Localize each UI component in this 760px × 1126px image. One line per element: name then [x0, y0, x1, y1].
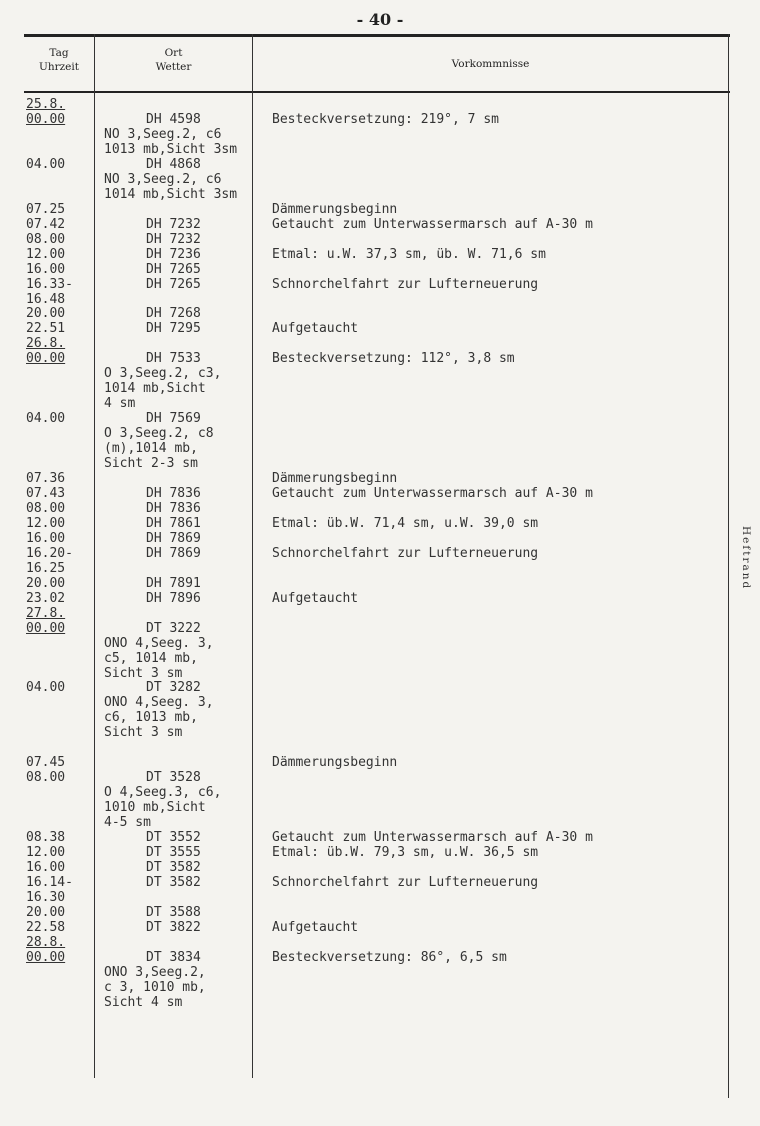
entry-pos: DH 4868 — [146, 156, 201, 172]
entry-pos: DT 3834 — [146, 949, 201, 965]
entry-time: 00.00 — [26, 351, 66, 367]
entry-ev: Schnorchelfahrt zur Lufterneuerung — [272, 874, 539, 890]
entry-pos: 1013 mb,Sicht 3sm — [104, 141, 238, 157]
entry-time: 08.38 — [26, 830, 66, 845]
entry-pos: O 4,Seeg.3, c6, — [104, 785, 222, 801]
entry-time: 16.48 — [26, 291, 66, 307]
entry-pos: DH 4598 — [146, 112, 201, 127]
entry-ev: Dämmerungsbeginn — [272, 755, 398, 771]
entry-pos: 1010 mb,Sicht — [104, 800, 206, 816]
entry-time: 16.00 — [26, 261, 66, 277]
entry-pos: 4-5 sm — [104, 815, 151, 831]
entry-pos: NO 3,Seeg.2, c6 — [104, 171, 222, 187]
entry-pos: Sicht 2-3 sm — [104, 456, 198, 471]
entry-time: 22.58 — [26, 919, 66, 935]
entry-time: 00.00 — [26, 112, 66, 127]
entry-pos: DH 7236 — [146, 246, 201, 262]
entry-time: 16.33- — [26, 276, 73, 292]
entry-ev: Getaucht zum Unterwassermarsch auf A-30 m — [272, 486, 593, 501]
top-rule — [24, 34, 730, 37]
entry-time: 04.00 — [26, 680, 66, 696]
entry-pos: DH 7869 — [146, 530, 201, 546]
entry-pos: Sicht 4 sm — [104, 994, 183, 1010]
entry-time: 12.00 — [26, 845, 66, 860]
entry-pos: c5, 1014 mb, — [104, 650, 198, 666]
entry-ev: Besteckversetzung: 86°, 6,5 sm — [272, 949, 507, 965]
entry-pos: O 3,Seeg.2, c3, — [104, 366, 222, 382]
entry-pos: DT 3222 — [146, 620, 201, 636]
entry-pos: DH 7861 — [146, 515, 201, 531]
entry-ev: Aufgetaucht — [272, 321, 359, 337]
entry-time: 16.00 — [26, 860, 66, 875]
entry-pos: 1014 mb,Sicht 3sm — [104, 186, 238, 202]
entry-time: 08.00 — [26, 231, 66, 247]
entry-ev: Schnorchelfahrt zur Lufterneuerung — [272, 276, 539, 292]
entry-pos: DT 3822 — [146, 919, 201, 935]
entry-pos: DH 7891 — [146, 575, 201, 591]
entry-ev: Etmal: üb.W. 71,4 sm, u.W. 39,0 sm — [272, 515, 539, 531]
entry-pos: DH 7836 — [146, 486, 201, 501]
entry-pos: ONO 4,Seeg. 3, — [104, 695, 214, 711]
entry-pos: DH 7836 — [146, 500, 201, 516]
entry-time: 16.20- — [26, 545, 73, 561]
entry-time: 07.42 — [26, 216, 66, 232]
entry-pos: DH 7232 — [146, 231, 201, 247]
entry-ev: Aufgetaucht — [272, 919, 359, 935]
entry-time: 27.8. — [26, 605, 66, 621]
entry-time: 07.43 — [26, 486, 66, 501]
column-divider-2 — [252, 34, 253, 1078]
page-number: - 40 - — [356, 10, 404, 29]
header-rule — [24, 91, 730, 93]
margin-note: Heftrand — [740, 526, 752, 591]
entry-time: 04.00 — [26, 156, 66, 172]
entry-pos: DH 7869 — [146, 545, 201, 561]
entry-pos: DH 7896 — [146, 590, 201, 606]
entry-pos: c 3, 1010 mb, — [104, 979, 206, 995]
header-tag-uhrzeit-text: Tag Uhrzeit — [39, 47, 79, 73]
header-ort-wetter — [95, 46, 252, 74]
header-vorkommnisse-text: Vorkommnisse — [451, 58, 530, 70]
entry-time: 20.00 — [26, 575, 66, 591]
entry-ev: Besteckversetzung: 112°, 3,8 sm — [272, 351, 515, 367]
entry-ev: Etmal: üb.W. 79,3 sm, u.W. 36,5 sm — [272, 845, 539, 860]
entry-pos: ONO 4,Seeg. 3, — [104, 635, 214, 651]
entry-ev: Dämmerungsbeginn — [272, 471, 398, 486]
entry-ev: Dämmerungsbeginn — [272, 201, 398, 217]
entry-pos: c6, 1013 mb, — [104, 710, 198, 726]
entry-pos: (m),1014 mb, — [104, 441, 198, 457]
entry-time: 08.00 — [26, 500, 66, 516]
entry-time: 12.00 — [26, 246, 66, 262]
entry-time: 08.00 — [26, 770, 66, 786]
entry-pos: DH 7232 — [146, 216, 201, 232]
entry-pos: DT 3582 — [146, 860, 201, 875]
entry-time: 16.25 — [26, 560, 66, 576]
entry-time: 07.36 — [26, 471, 66, 486]
entry-pos: DT 3552 — [146, 830, 201, 845]
entry-time: 07.45 — [26, 755, 66, 771]
entry-time: 16.14- — [26, 874, 73, 890]
entry-time: 04.00 — [26, 411, 66, 427]
entry-ev: Besteckversetzung: 219°, 7 sm — [272, 112, 499, 127]
entry-ev: Getaucht zum Unterwassermarsch auf A-30 m — [272, 830, 593, 845]
entry-pos: DT 3582 — [146, 874, 201, 890]
entry-pos: O 3,Seeg.2, c8 — [104, 426, 214, 442]
entry-ev: Schnorchelfahrt zur Lufterneuerung — [272, 545, 539, 561]
entry-time: 16.30 — [26, 889, 66, 905]
header-vorkommnisse — [253, 57, 728, 71]
entry-ev: Getaucht zum Unterwassermarsch auf A-30 m — [272, 216, 593, 232]
entry-pos: DH 7265 — [146, 276, 201, 292]
entry-time: 22.51 — [26, 321, 66, 337]
entry-time: 28.8. — [26, 934, 66, 950]
entry-time: 00.00 — [26, 949, 66, 965]
entry-pos: DH 7533 — [146, 351, 201, 367]
entry-pos: DT 3555 — [146, 845, 201, 860]
entry-pos: DH 7569 — [146, 411, 201, 427]
entry-ev: Etmal: u.W. 37,3 sm, üb. W. 71,6 sm — [272, 246, 546, 262]
entry-time: 25.8. — [26, 97, 66, 112]
entry-pos: DH 7295 — [146, 321, 201, 337]
entry-pos: 4 sm — [104, 396, 136, 412]
entry-pos: NO 3,Seeg.2, c6 — [104, 126, 222, 142]
entry-pos: Sicht 3 sm — [104, 665, 183, 681]
entry-time: 20.00 — [26, 904, 66, 920]
entry-time: 07.25 — [26, 201, 66, 217]
entry-time: 20.00 — [26, 306, 66, 322]
entry-ev: Aufgetaucht — [272, 590, 359, 606]
entry-pos: 1014 mb,Sicht — [104, 381, 206, 397]
right-border — [728, 34, 729, 1098]
entry-time: 23.02 — [26, 590, 66, 606]
header-ort-wetter-text: Ort Wetter — [155, 47, 192, 73]
entry-time: 00.00 — [26, 620, 66, 636]
entry-pos: Sicht 3 sm — [104, 725, 183, 741]
column-divider-1 — [94, 34, 95, 1078]
entry-pos: DT 3588 — [146, 904, 201, 920]
entry-pos: DH 7265 — [146, 261, 201, 277]
entry-time: 16.00 — [26, 530, 66, 546]
entry-pos: ONO 3,Seeg.2, — [104, 964, 206, 980]
header-tag-uhrzeit — [24, 46, 94, 74]
entry-pos: DH 7268 — [146, 306, 201, 322]
entry-time: 26.8. — [26, 336, 66, 352]
entry-time: 12.00 — [26, 515, 66, 531]
entry-pos: DT 3282 — [146, 680, 201, 696]
entry-pos: DT 3528 — [146, 770, 201, 786]
